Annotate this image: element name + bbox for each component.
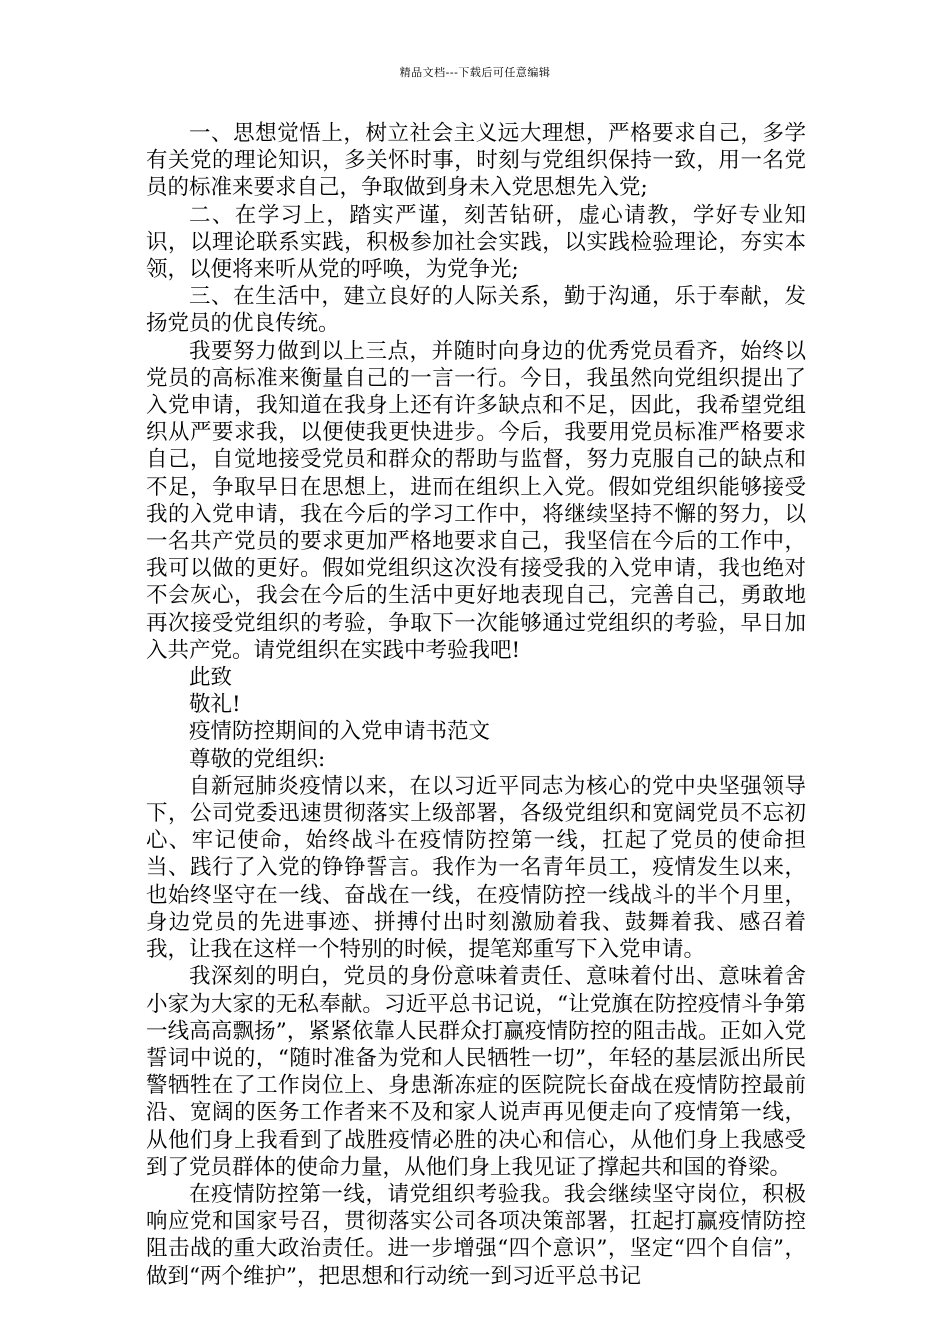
section-title: 疫情防控期间的入党申请书范文	[189, 719, 491, 745]
paragraph-2: 二、在学习上，踏实严谨，刻苦钻研，虚心请教，学好专业知识，以理论联系实践，积极参加社会实践，以实践检验理论，夯实本领，以便将来听从党的呼唤，为党争光;	[146, 202, 806, 283]
paragraph-7: 在疫情防控第一线，请党组织考验我。我会继续坚守岗位，积极响应党和国家号召，贯彻落实公司各项决策部署，扛起打赢疫情防控阻击战的重大政治责任。进一步增强“四个意识”，坚定“四个自信”，做到“两个维护”，把思想和行动统一到习近平总书记	[146, 1181, 806, 1289]
page-header: 精品文档---下载后可任意编辑	[399, 66, 551, 79]
paragraph-6: 我深刻的明白，党员的身份意味着责任、意味着付出、意味着舍小家为大家的无私奉献。习近平总书记说，“让党旗在防控疫情斗争第一线高高飘扬”，紧紧依靠人民群众打赢疫情防控的阻击战。正如入党誓词中说的，“随时准备为党和人民牺牲一切”，年轻的基层派出所民警牺牲在了工作岗位上、身患渐冻症的医院院长奋战在疫情防控最前沿、宽阔的医务工作者来不及和家人说声再见便走向了疫情第一线，从他们身上我看到了战胜疫情必胜的决心和信心，从他们身上我感受到了党员群体的使命力量，从他们身上我见证了撑起共和国的脊梁。	[146, 964, 806, 1180]
paragraph-4: 我要努力做到以上三点，并随时向身边的优秀党员看齐，始终以党员的高标准来衡量自己的一言一行。今日，我虽然向党组织提出了入党申请，我知道在我身上还有许多缺点和不足，因此，我希望党组织从严要求我，以便使我更快进步。今后，我要用党员标准严格要求自己，自觉地接受党员和群众的帮助与监督，努力克服自己的缺点和不足，争取早日在思想上，进而在组织上入党。假如党组织能够接受我的入党申请，我在今后的学习工作中，将继续坚持不懈的努力，以一名共产党员的要求更加严格地要求自己，我坚信在今后的工作中，我可以做的更好。假如党组织这次没有接受我的入党申请，我也绝对不会灰心，我会在今后的生活中更好地表现自己，完善自己，勇敢地再次接受党组织的考验，争取下一次能够通过党组织的考验，早日加入共产党。请党组织在实践中考验我吧!	[146, 338, 806, 663]
greeting: 尊敬的党组织:	[189, 746, 326, 772]
document-body	[146, 120, 806, 1290]
paragraph-1: 一、思想觉悟上，树立社会主义远大理想，严格要求自己，多学有关党的理论知识，多关怀时事，时刻与党组织保持一致，用一名党员的标准来要求自己，争取做到身未入党思想先入党;	[146, 121, 806, 201]
closing-salutation: 此致	[189, 665, 233, 691]
closing-regards: 敬礼!	[189, 692, 241, 718]
paragraph-3: 三、在生活中，建立良好的人际关系，勤于沟通，乐于奉献，发扬党员的优良传统。	[146, 284, 806, 337]
paragraph-5: 自新冠肺炎疫情以来，在以习近平同志为核心的党中央坚强领导下，公司党委迅速贯彻落实上级部署，各级党组织和宽阔党员不忘初心、牢记使命，始终战斗在疫情防控第一线，扛起了党员的使命担当、践行了入党的铮铮誓言。我作为一名青年员工，疫情发生以来，也始终坚守在一线、奋战在一线，在疫情防控一线战斗的半个月里，身边党员的先进事迹、拼搏付出时刻激励着我、鼓舞着我、感召着我，让我在这样一个特别的时候，提笔郑重写下入党申请。	[146, 773, 806, 963]
